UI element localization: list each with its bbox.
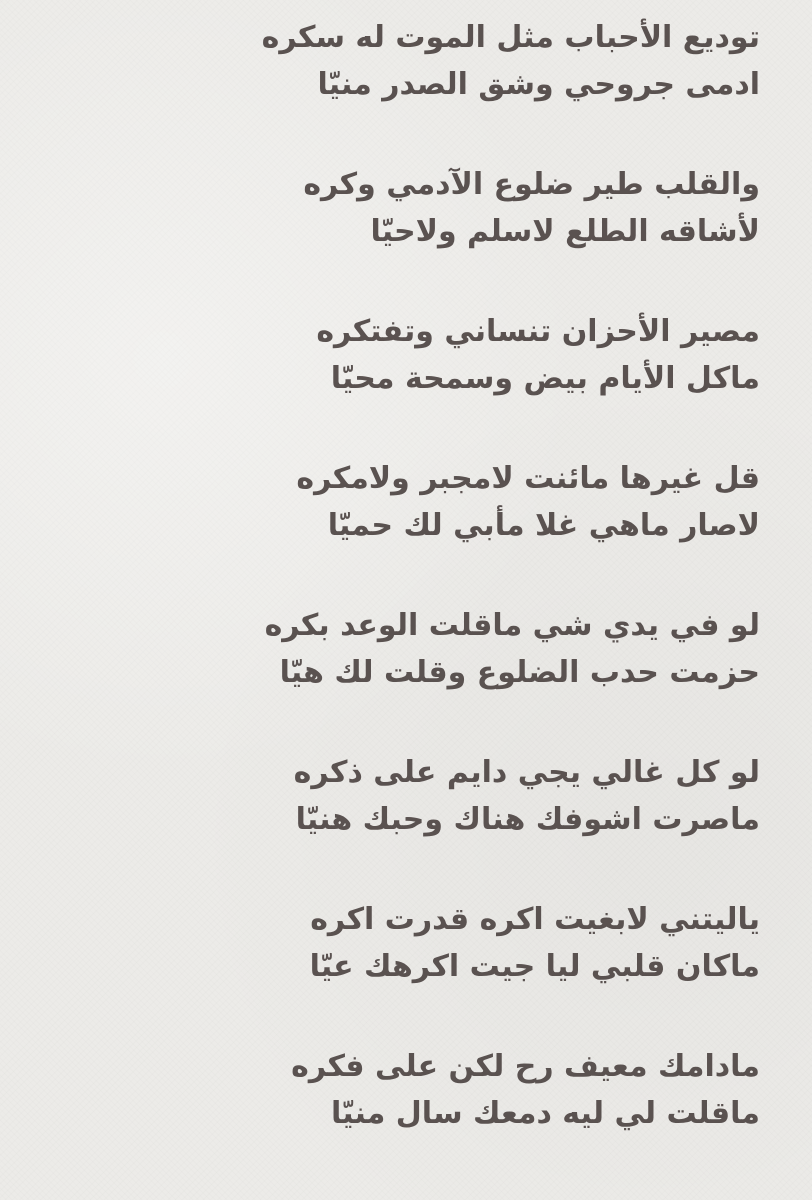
poem: [160, 14, 760, 1190]
verse-line: ياليتني لابغيت اكره قدرت اكره: [310, 902, 760, 937]
stanza: [160, 749, 760, 896]
verse-line: قل غيرها مائنت لامجبر ولامكره: [296, 461, 760, 496]
verse-line: حزمت حدب الضلوع وقلت لك هيّا: [279, 655, 760, 690]
stanza: [160, 602, 760, 749]
verse-line: ماقلت لي ليه دمعك سال منيّا: [331, 1096, 760, 1131]
verse-line: ادمى جروحي وشق الصدر منيّا: [317, 67, 760, 102]
stanza: [160, 14, 760, 161]
verse-line: لاصار ماهي غلا مأبي لك حميّا: [327, 508, 760, 543]
verse-line: لو كل غالي يجي دايم على ذكره: [293, 755, 760, 790]
stanza: [160, 455, 760, 602]
verse-line: ماصرت اشوفك هناك وحبك هنيّا: [295, 802, 760, 837]
verse-line: مادامك معيف رح لكن على فكره: [291, 1049, 760, 1084]
stanza: [160, 1043, 760, 1190]
verse-line: توديع الأحباب مثل الموت له سكره: [261, 20, 760, 55]
stanza: [160, 896, 760, 1043]
verse-line: والقلب طير ضلوع الآدمي وكره: [303, 167, 760, 202]
verse-line: ماكل الأيام بيض وسمحة محيّا: [330, 361, 760, 396]
verse-line: مصير الأحزان تنساني وتفتكره: [316, 314, 760, 349]
verse-line: لأشاقه الطلع لاسلم ولاحيّا: [370, 214, 760, 249]
verse-line: ماكان قلبي ليا جيت اكرهك عيّا: [309, 949, 760, 984]
stanza: [160, 308, 760, 455]
stanza: [160, 161, 760, 308]
verse-line: لو في يدي شي ماقلت الوعد بكره: [264, 608, 760, 643]
